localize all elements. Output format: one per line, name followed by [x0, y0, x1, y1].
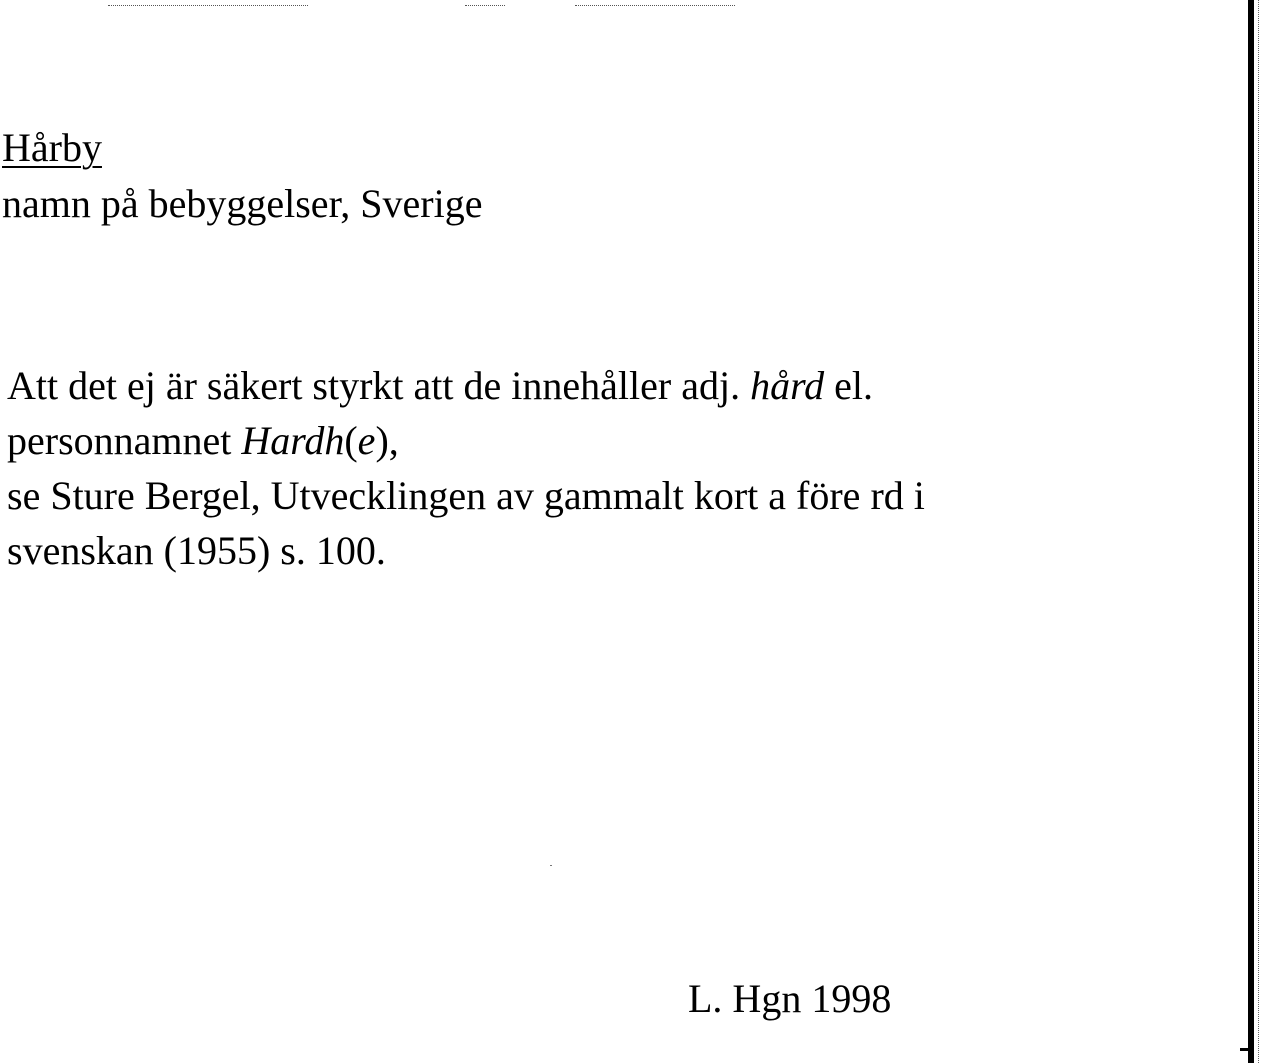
body-line-2-text: personnamnet — [7, 418, 242, 463]
card-right-edge — [1248, 0, 1254, 1063]
italic-letter-e: e — [357, 418, 376, 463]
body-line-1 — [7, 358, 1207, 413]
corner-mark — [1240, 1030, 1254, 1063]
italic-name-hardh: Hardh — [241, 418, 345, 463]
body-line-1-end: el. — [824, 363, 874, 408]
body-line-3: se Sture Bergel, Utvecklingen av gammalt kort a före rd i — [7, 473, 925, 518]
entry-body — [7, 358, 1207, 578]
body-line-2 — [7, 413, 1207, 468]
body-line-1-text: Att det ej är säkert styrkt att de innehåller adj. — [7, 363, 751, 408]
paren-close: ), — [375, 418, 399, 463]
subtitle: namn på bebyggelser, Sverige — [2, 181, 483, 226]
headword: Hårby — [2, 125, 102, 170]
scan-artifact-right — [1258, 0, 1260, 1063]
scan-artifact-top — [100, 0, 740, 8]
signature: L. Hgn 1998 — [688, 976, 892, 1021]
italic-word-hard: hård — [750, 363, 825, 408]
paren-open: ( — [344, 418, 358, 463]
body-line-4: svenskan (1955) s. 100. — [7, 528, 386, 573]
scan-speck — [550, 865, 552, 866]
